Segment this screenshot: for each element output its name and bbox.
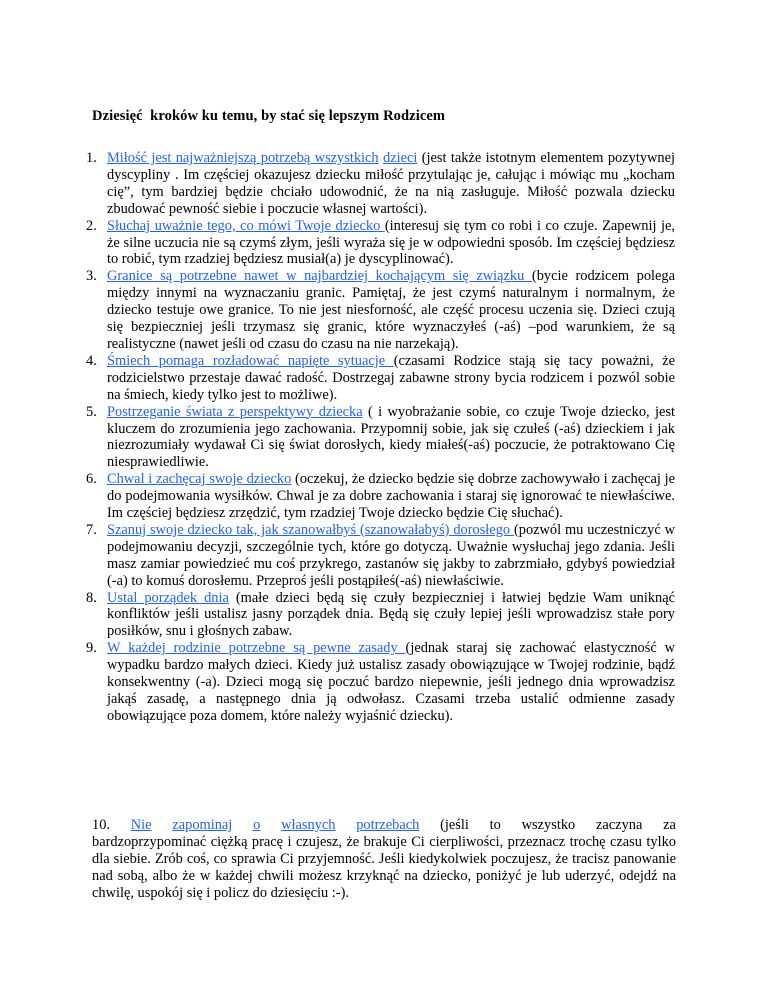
item-number: 5. [86,403,97,420]
item-text-word: (jeśli [440,817,469,833]
item-link[interactable]: W każdej rodzinie potrzebne są pewne zasady [107,640,406,657]
item-number: 7. [86,521,97,538]
item-link[interactable]: Miłość jest najważniejszą potrzebą wszystkich [107,150,379,166]
list-item [86,471,675,522]
item-text: (czasami Rodzice stają się tacy poważni, że rodzicielstwo przestaje dawać radość. Dostrzegaj zabawne strony bycia rodzicem i pozwól sobie na śmiech, kiedy tylko jest to możliwe). [107,352,675,403]
list-item-10 [92,817,676,902]
item-link-word[interactable]: o [253,817,261,833]
item-link[interactable]: Szanuj swoje dziecko tak, jak szanowałbyś (szanowałabyś) dorosłego [107,521,514,538]
item-number: 8. [86,589,97,606]
item-number: 9. [86,640,97,657]
item-link[interactable]: Śmiech pomaga rozładować napięte sytuacje [107,352,394,369]
item-text: (pozwól mu uczestniczyć w podejmowaniu decyzji, szczególnie tych, które go dotyczą. Uważnie wysłuchaj jego zdania. Jeśli masz zamiar powiedzieć mu coś przykrego, zastanów się jakby to zabrzmiało, gdybyś powiedział (-a) to komuś dorosłemu. Przeproś jeśli postąpiłeś(-aś) niewłaściwie. [107,521,675,589]
item-number: 6. [86,471,97,488]
list-item [86,640,675,725]
item-link[interactable]: Słuchaj uważnie tego, co mówi Twoje dziecko [107,217,385,234]
item-link[interactable]: Ustal porządek dnia [107,589,229,606]
item-number: 10. [92,817,110,833]
item-link-word[interactable]: własnych [281,817,336,833]
item-number: 4. [86,352,97,369]
item-number: 2. [86,217,97,234]
item-number: 1. [86,150,97,166]
item-text: (oczekuj, że dziecko będzie się dobrze zachowywało i zachęcaj je do podejmowania wysiłków. Chwal je za dobre zachowania i staraj się ignorować te niewłaściwe. Im częściej będziesz zrzędzić, tym rzadziej Twoje dziecko będzie Cię słuchać). [107,471,675,522]
list-item [86,403,676,472]
item-text-word: za [663,817,676,833]
item-number: 3. [86,268,97,285]
item-text-word: to [489,817,501,833]
item-link-word[interactable]: zapominaj [172,817,233,833]
item-text: ( i wyobrażanie sobie, co czuje Twoje dziecko, jest kluczem do zrozumienia jego zachowania. Przypomnij sobie, jak się czułeś (-aś) dzieckiem i jak niezrozumiały wydawał Ci się świat dorosłych, kiedy miałeś(-aś) poczucie, że potraktowano Cię niesprawiedliwie. [107,403,676,471]
list-item [86,150,675,218]
list-item [86,352,675,404]
item-10-first-line [92,817,676,834]
item-text: (jednak staraj się zachować elastyczność w wypadku bardzo małych dzieci. Kiedy już ustalisz zasady obowiązujące w Twojej rodzinie, bądź konsekwentny (-a). Dzieci mogą się poczuć bardzo niepewnie, jeśli jednego dnia wprowadzisz jakąś zasadę, a następnego dnia ją odwołasz. Czasami trzeba ustalić odmienne zasady obowiązujące poza domem, które należy wyjaśnić dziecku). [107,640,675,724]
item-link-word[interactable]: potrzebach [356,817,420,833]
item-link[interactable]: Chwal i zachęcaj swoje dziecko [107,471,292,488]
item-text: (jest także istotnym elementem pozytywnej dyscypliny . Im częściej okazujesz dziecku miłość przytulając je, całując i mówiąc mu „kocham cię”, tym bardziej będzie chciało udowodnić, że na nią zasługuje. Miłość pozwala dziecku zbudować pewność siebie i poczucie własnej wartości). [107,150,675,217]
item-text: (małe dzieci będą się czuły bezpieczniej i łatwiej będzie Wam uniknąć konfliktów jeśli ustalisz jasny porządek dnia. Będą się czuły lepiej jeśli wprowadzisz stałe pory posiłków, snu i głośnych zabaw. [107,589,675,640]
list-item [86,589,675,641]
item-link[interactable]: dzieci [383,150,418,166]
item-link-word[interactable]: Nie [130,817,152,833]
list-item [86,268,676,353]
item-text: (interesuj się tym co robi i co czuje. Zapewnij je, że silne uczucia nie są czymś złym, jeśli wyraża się je w odpowiedni sposób. Im częściej będziesz to robić, tym rzadziej będziesz musiał(a) je dyscyplinować). [107,217,675,268]
list-item [86,521,675,590]
item-link[interactable]: Granice są potrzebne nawet w najbardziej kochającym się związku [107,268,532,285]
item-text-word: wszystko [521,817,576,833]
item-text: (bycie rodzicem polega między innymi na wyznaczaniu granic. Pamiętaj, że jest czymś naturalnym i normalnym, że dziecko testuje owe granice. To nie jest niesforność, ale część procesu uczenia się. Dzieci czują się bezpieczniej jeśli trzymasz się granic, które wyznaczyłeś (-aś) –pod warunkiem, że są realistyczne (nawet jeśli od czasu do czasu na nie narzekają). [107,268,676,352]
numbered-list [86,150,676,725]
item-text-word: zaczyna [596,817,643,833]
document-title: Dziesięć kroków ku temu, by stać się lepszym Rodzicem [92,108,446,124]
item-text: bardzoprzypominać ciężką pracę i czujesz, że brakuje Ci cierpliwości, przeznacz trochę czasu tylko dla siebie. Zrób coś, co sprawia Ci przyjemność. Jeśli kiedykolwiek poczujesz, że tracisz panowanie nad sobą, albo że w każdej chwili możesz krzyknąć na dziecko, poniżyć je lub uderzyć, odejdź na chwilę, uspokój się i policz do dziesięciu :-). [92,833,676,901]
item-link[interactable]: Postrzeganie świata z perspektywy dziecka [107,403,363,420]
list-item [86,217,675,269]
